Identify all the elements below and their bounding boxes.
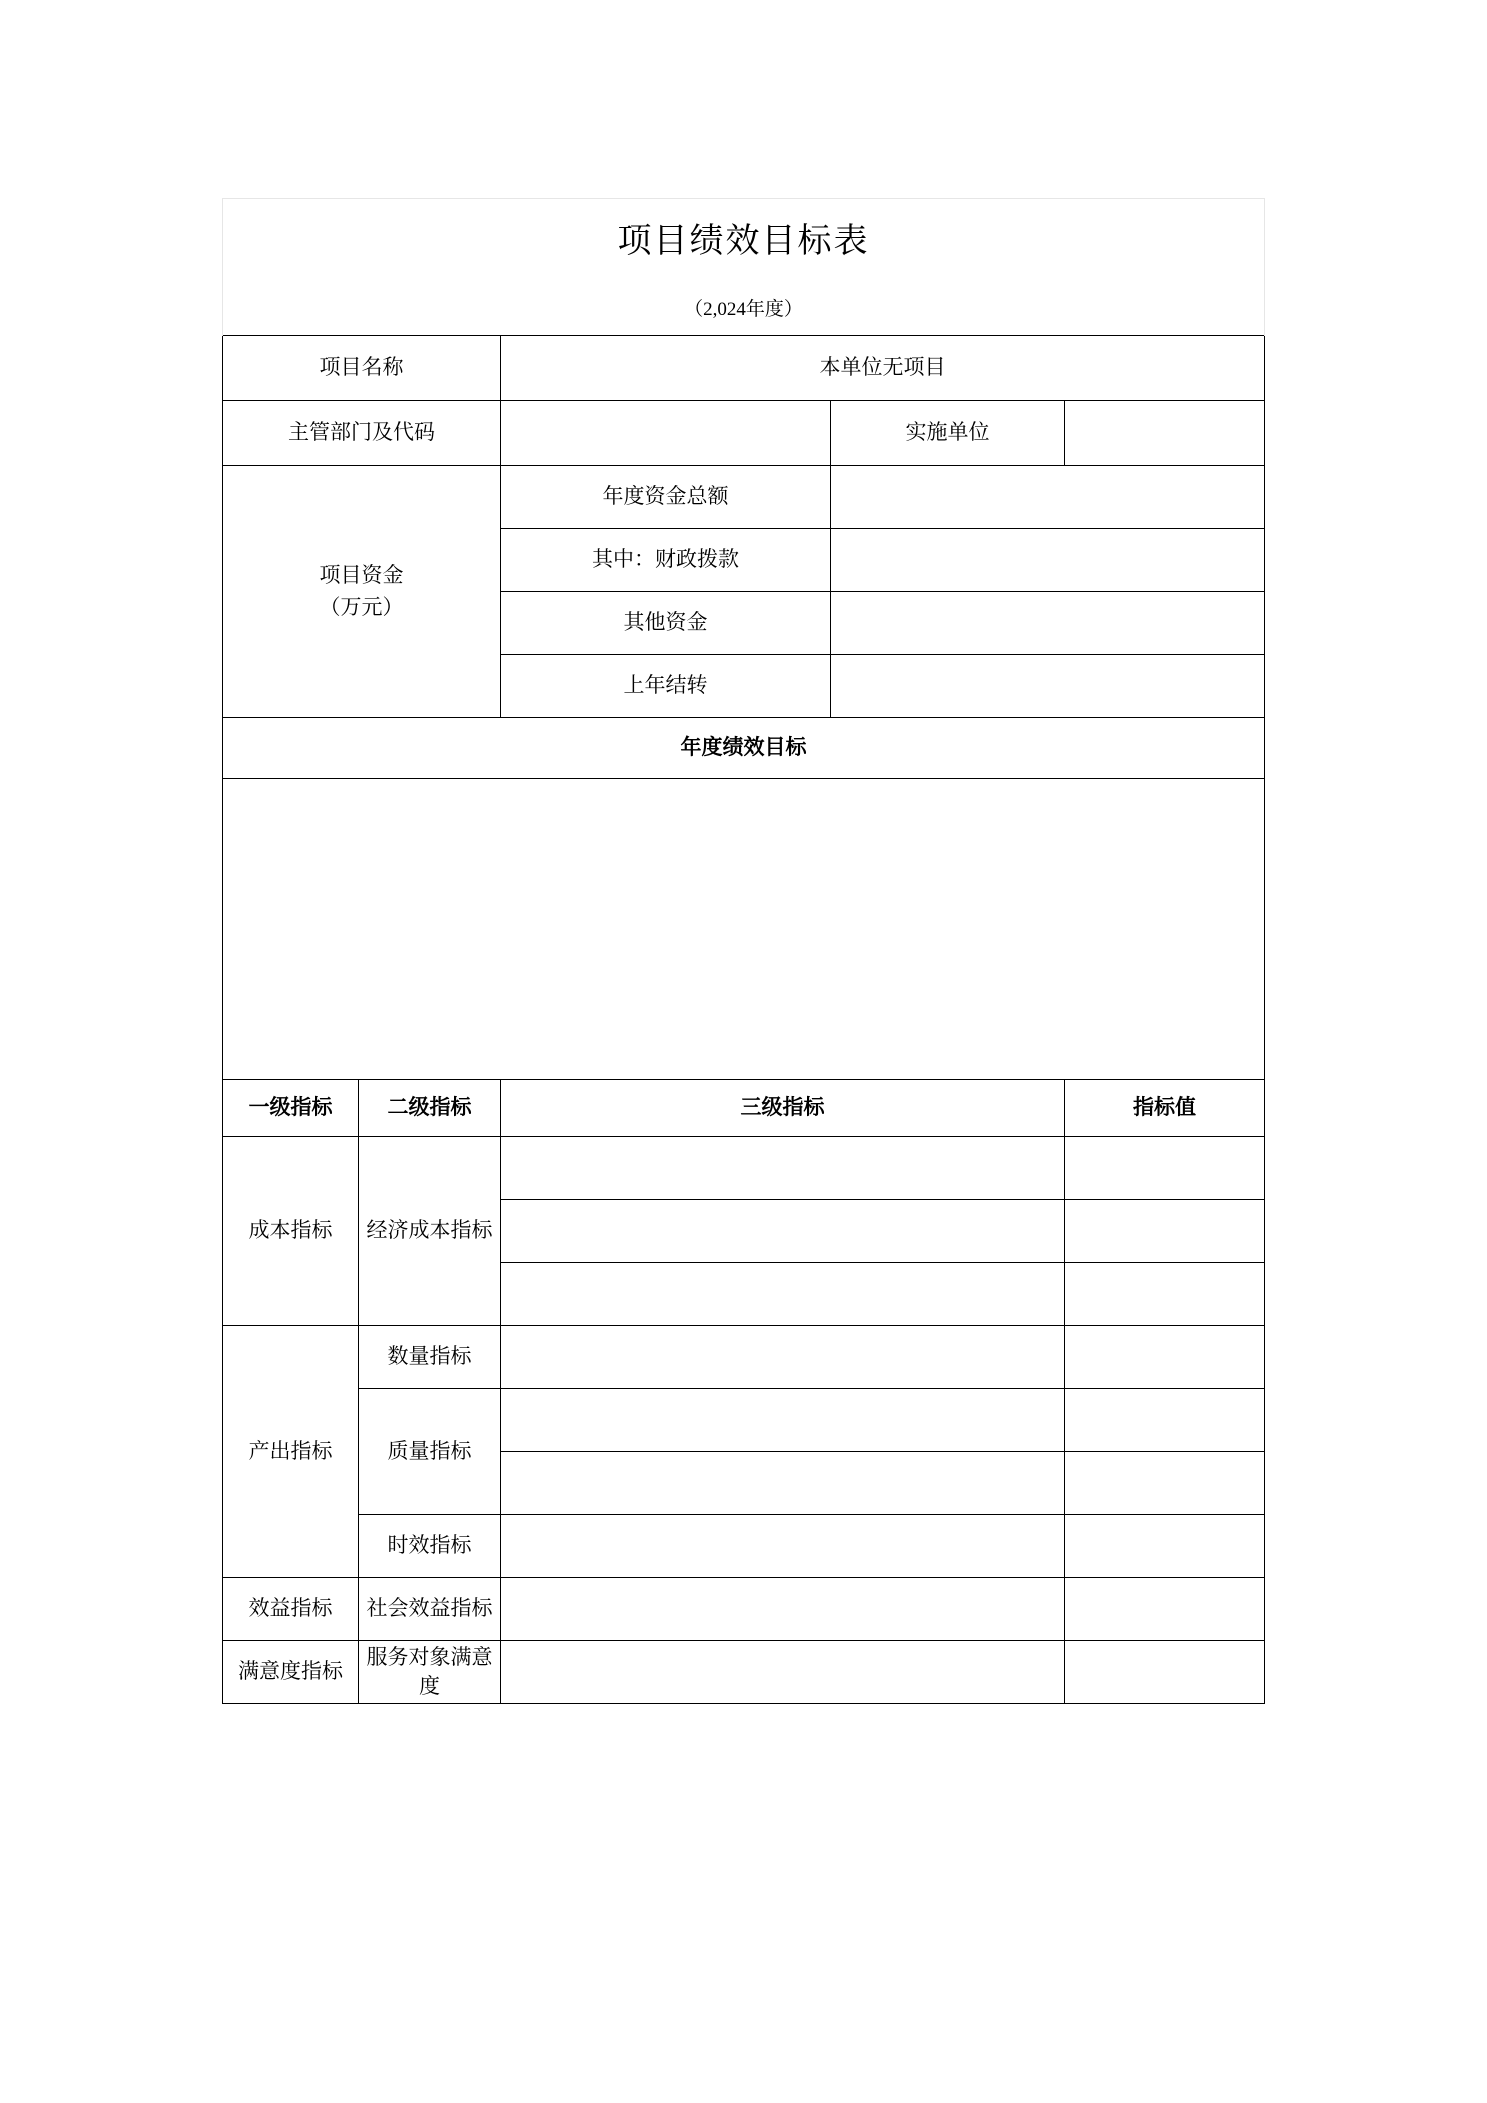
funds-item-label-3: 上年结转 [501,655,831,718]
indicator-level1-output: 产出指标 [223,1326,359,1578]
indicator-level3-value[interactable] [501,1263,1065,1326]
indicator-target-value[interactable] [1065,1326,1265,1389]
project-funds-label-line1: 项目资金 [319,563,404,587]
table-row [223,1326,1265,1389]
annual-goal-header: 年度绩效目标 [223,718,1265,779]
indicator-level1-satisfaction: 满意度指标 [223,1641,359,1704]
indicator-target-value[interactable] [1065,1578,1265,1641]
indicator-level2-quality: 质量指标 [359,1389,501,1515]
project-funds-label-line2: （万元） [319,594,404,619]
implementing-unit-value[interactable] [1065,401,1265,466]
table-row [223,1515,1265,1578]
annual-goal-header-row [223,718,1265,779]
implementing-unit-label: 实施单位 [831,401,1065,466]
indicator-header-level3: 三级指标 [501,1080,1065,1137]
indicator-header-level1: 一级指标 [223,1080,359,1137]
funds-row-total [223,466,1265,529]
funds-item-label-1: 其中：财政拨款 [501,529,831,592]
indicator-header-value: 指标值 [1065,1080,1265,1137]
indicator-level2-timeliness: 时效指标 [359,1515,501,1578]
funds-item-label-2: 其他资金 [501,592,831,655]
indicator-level3-value[interactable] [501,1137,1065,1200]
indicator-target-value[interactable] [1065,1389,1265,1452]
indicator-header-level2: 二级指标 [359,1080,501,1137]
indicator-level2-quantity: 数量指标 [359,1326,501,1389]
indicator-level3-value[interactable] [501,1578,1065,1641]
project-name-row [223,336,1265,401]
indicator-level1-cost: 成本指标 [223,1137,359,1326]
page-title: 项目绩效目标表 [223,199,1265,286]
subtitle-row [223,285,1265,336]
funds-item-value-2[interactable] [831,592,1265,655]
indicator-header-row [223,1080,1265,1137]
indicator-level2-social-benefit: 社会效益指标 [359,1578,501,1641]
indicator-level3-value[interactable] [501,1641,1065,1704]
funds-item-value-3[interactable] [831,655,1265,718]
department-value[interactable] [501,401,831,466]
indicator-level3-value[interactable] [501,1452,1065,1515]
indicator-level3-value[interactable] [501,1515,1065,1578]
project-name-label: 项目名称 [223,336,501,401]
indicator-level2-service-satisfaction: 服务对象满意度 [359,1641,501,1704]
funds-item-value-0[interactable] [831,466,1265,529]
indicator-target-value[interactable] [1065,1137,1265,1200]
indicator-level1-benefit: 效益指标 [223,1578,359,1641]
project-funds-label [223,466,501,718]
department-label: 主管部门及代码 [223,401,501,466]
title-row [223,199,1265,286]
project-name-value[interactable]: 本单位无项目 [501,336,1265,401]
funds-item-value-1[interactable] [831,529,1265,592]
indicator-level3-value[interactable] [501,1389,1065,1452]
indicator-target-value[interactable] [1065,1263,1265,1326]
indicator-target-value[interactable] [1065,1515,1265,1578]
department-row [223,401,1265,466]
performance-goal-table [222,198,1265,1704]
table-row [223,1641,1265,1704]
page-subtitle: （2,024年度） [223,285,1265,336]
funds-item-label-0: 年度资金总额 [501,466,831,529]
table-row [223,1389,1265,1452]
table-row [223,1578,1265,1641]
indicator-level3-value[interactable] [501,1326,1065,1389]
annual-goal-content[interactable] [223,779,1265,1080]
indicator-target-value[interactable] [1065,1200,1265,1263]
table-row [223,1137,1265,1200]
indicator-level3-value[interactable] [501,1200,1065,1263]
indicator-target-value[interactable] [1065,1641,1265,1704]
annual-goal-content-row [223,779,1265,1080]
indicator-level2-economic-cost: 经济成本指标 [359,1137,501,1326]
indicator-target-value[interactable] [1065,1452,1265,1515]
